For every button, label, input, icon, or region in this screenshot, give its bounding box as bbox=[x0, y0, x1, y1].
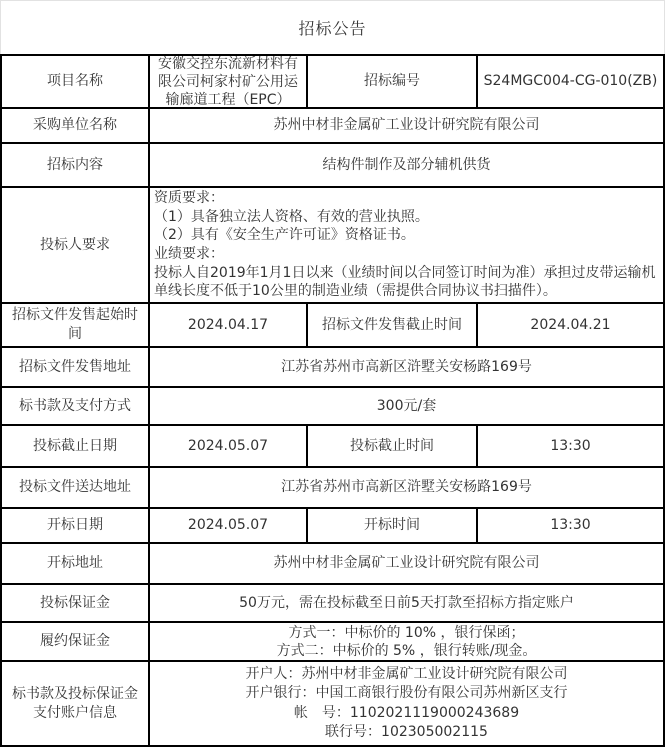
bank-name-line: 开户银行：中国工商银行股份有限公司苏州新区支行 bbox=[245, 685, 568, 701]
purchaser-label: 采购单位名称 bbox=[2, 109, 150, 144]
table-row bbox=[2, 509, 665, 544]
bid-bond-label: 投标保证金 bbox=[2, 585, 150, 623]
payment-account-value bbox=[150, 662, 665, 747]
table-row bbox=[2, 662, 665, 747]
doc-sale-address-label: 招标文件发售地址 bbox=[2, 348, 150, 388]
bid-opening-address-label: 开标地址 bbox=[2, 544, 150, 585]
doc-sale-start-value: 2024.04.17 bbox=[150, 304, 308, 348]
account-number-line: 帐 号：1102021119000243689 bbox=[293, 704, 520, 721]
tender-number-label: 招标编号 bbox=[308, 56, 478, 109]
table-row bbox=[2, 188, 665, 304]
doc-sale-end-value: 2024.04.21 bbox=[478, 304, 665, 348]
project-name-value: 安徽交控东流新材料有限公司柯家村矿公用运输廊道工程（EPC） bbox=[150, 56, 308, 109]
bid-opening-time-label: 开标时间 bbox=[308, 509, 478, 544]
performance-bond-label: 履约保证金 bbox=[2, 623, 150, 662]
purchaser-value: 苏州中材非金属矿工业设计研究院有限公司 bbox=[150, 109, 665, 144]
performance-bond-line: 方式二：中标价的 5% ，银行转账/现金。 bbox=[276, 642, 537, 659]
doc-sale-start-label: 招标文件发售起始时间 bbox=[2, 304, 150, 348]
doc-fee-value: 300元/套 bbox=[150, 388, 665, 426]
table-row bbox=[2, 388, 665, 426]
table-row bbox=[2, 585, 665, 623]
tender-content-label: 招标内容 bbox=[2, 144, 150, 188]
bid-opening-date-label: 开标日期 bbox=[2, 509, 150, 544]
table-row bbox=[2, 544, 665, 585]
requirement-line: （2）具有《安全生产许可证》资格证书。 bbox=[154, 227, 415, 244]
doc-fee-label: 标书款及支付方式 bbox=[2, 388, 150, 426]
bid-deadline-date-value: 2024.05.07 bbox=[150, 426, 308, 468]
table-row bbox=[2, 144, 665, 188]
account-holder-line: 开户人：苏州中材非金属矿工业设计研究院有限公司 bbox=[245, 665, 568, 682]
table-row bbox=[2, 623, 665, 662]
tender-table bbox=[0, 54, 665, 747]
requirement-line: 业绩要求： bbox=[154, 246, 224, 262]
bid-delivery-address-value: 江苏省苏州市高新区浒墅关安杨路169号 bbox=[150, 468, 665, 509]
bid-opening-date-value: 2024.05.07 bbox=[150, 509, 308, 544]
bid-bond-value: 50万元，需在投标截至日前5天打款至招标方指定账户 bbox=[150, 585, 665, 623]
table-row bbox=[2, 304, 665, 348]
bidder-requirements-label: 投标人要求 bbox=[2, 188, 150, 304]
performance-bond-value bbox=[150, 623, 665, 662]
bid-deadline-date-label: 投标截止日期 bbox=[2, 426, 150, 468]
requirement-line: 投标人自2019年1月1日以来（业绩时间以合同签订时间为准）承担过皮带运输机单线长度不低于10公里的制造业绩（需提供合同协议书扫描件）。 bbox=[154, 264, 656, 300]
performance-bond-line: 方式一：中标价的 10% ，银行保函； bbox=[288, 624, 525, 641]
bid-delivery-address-label: 投标文件送达地址 bbox=[2, 468, 150, 509]
project-name-label: 项目名称 bbox=[2, 56, 150, 109]
table-row bbox=[2, 56, 665, 109]
payment-account-label: 标书款及投标保证金支付账户信息 bbox=[2, 662, 150, 747]
table-row bbox=[2, 426, 665, 468]
requirement-line: 资质要求： bbox=[154, 190, 224, 207]
table-row bbox=[2, 109, 665, 144]
bid-opening-time-value: 13:30 bbox=[478, 509, 665, 544]
requirement-line: （1）具备独立法人资格、有效的营业执照。 bbox=[154, 208, 429, 225]
bid-opening-address-value: 苏州中材非金属矿工业设计研究院有限公司 bbox=[150, 544, 665, 585]
doc-sale-end-label: 招标文件发售截止时间 bbox=[308, 304, 478, 348]
table-row bbox=[2, 468, 665, 509]
bank-branch-code-line: 联行号：102305002115 bbox=[325, 724, 488, 740]
bid-deadline-time-label: 投标截止时间 bbox=[308, 426, 478, 468]
doc-sale-address-value: 江苏省苏州市高新区浒墅关安杨路169号 bbox=[150, 348, 665, 388]
tender-content-value: 结构件制作及部分辅机供货 bbox=[150, 144, 665, 188]
bidder-requirements-value bbox=[150, 188, 665, 304]
table-row bbox=[2, 348, 665, 388]
bid-deadline-time-value: 13:30 bbox=[478, 426, 665, 468]
tender-number-value: S24MGC004-CG-010(ZB) bbox=[478, 56, 665, 109]
page-title: 招标公告 bbox=[0, 0, 665, 54]
